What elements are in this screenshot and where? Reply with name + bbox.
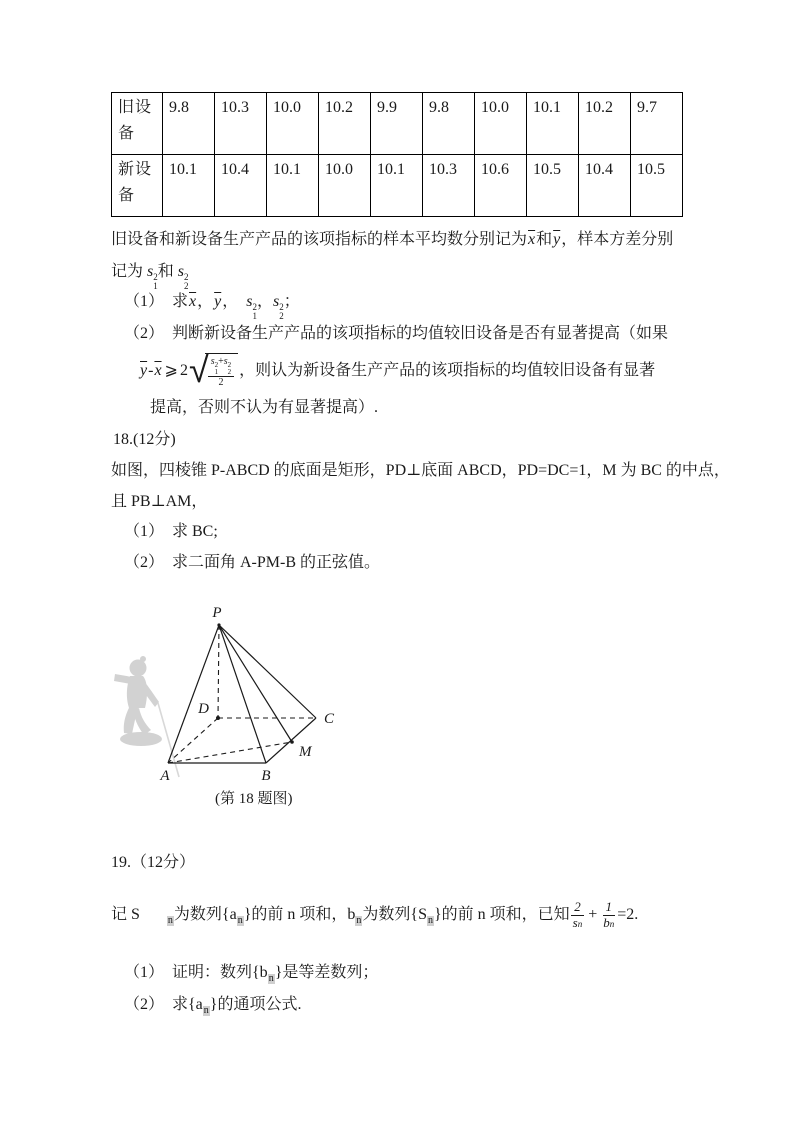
mean-symbol-ybar: $\overline{y}$ xyxy=(214,293,222,310)
variance-symbol-s1: s 2 1 xyxy=(246,293,257,321)
pyramid-figure xyxy=(105,598,345,783)
edge-PD-hidden xyxy=(218,625,219,718)
q19-statement: 记 S n为数列{an}的前 n 项和，bn为数列{Sn}的前 n 项和，已知 $\frac{2}{sn}$ + $\frac{1}{bn}$ =2. xyxy=(111,898,639,930)
data-cell: 10.1 xyxy=(163,155,215,217)
vertex-label-b: B xyxy=(261,768,271,783)
q18-statement-line-2: 且 PB⊥AM， xyxy=(111,493,208,510)
data-cell: 10.1 xyxy=(267,155,319,217)
fraction-2-over-sn: $\frac{2}{sn}$ xyxy=(572,898,583,930)
q18-item-1: （1） 求 BC; xyxy=(124,523,218,540)
greater-equal-sign: ⩾ xyxy=(164,362,178,379)
vertex-dot-m xyxy=(290,740,294,744)
edge-DA-hidden xyxy=(168,718,218,763)
table-row-old-equipment xyxy=(112,93,683,155)
data-cell: 10.3 xyxy=(423,155,475,217)
variance-symbol-s1: s 2 1 xyxy=(147,263,158,291)
data-cell: 10.0 xyxy=(319,155,371,217)
q17-item-2-line-1: （2） 判断新设备生产产品的该项指标的均值较旧设备是否有显著提高（如果 xyxy=(124,325,669,342)
vertex-dot-p xyxy=(217,623,220,626)
field-subscript-n: n xyxy=(268,973,274,984)
field-subscript-n: n xyxy=(167,915,173,926)
figure-caption: (第 18 题图) xyxy=(215,791,293,807)
vertex-label-p: P xyxy=(212,605,222,621)
field-subscript-n: n xyxy=(427,915,433,926)
vertex-label-m: M xyxy=(299,744,312,760)
edge-PA xyxy=(168,625,219,763)
stats-intro-line-2: 记为 s 2 1 和 s 2 2 xyxy=(111,263,189,291)
segment-AM-hidden xyxy=(168,742,292,763)
data-cell: 10.3 xyxy=(215,93,267,155)
table-row-new-equipment xyxy=(112,155,683,217)
data-cell: 10.6 xyxy=(475,155,527,217)
data-cell: 9.7 xyxy=(631,93,683,155)
q17-item-2-line-3: 提高，否则不认为有显著提高）. xyxy=(150,399,379,416)
vertex-dot-d xyxy=(216,716,220,720)
edge-PC xyxy=(219,625,316,718)
data-cell: 10.5 xyxy=(527,155,579,217)
q17-formula-line: $\overline{y}$ - $\overline{x}$ ⩾ 2 √ s 2 1 +s 2 2 2 ，则认为新设备生产产品的该项指标的均值较旧设备有显著 xyxy=(140,350,656,391)
data-cell: 10.2 xyxy=(319,93,371,155)
sqrt-radical xyxy=(188,350,238,391)
data-cell: 10.0 xyxy=(475,93,527,155)
q19-title: 19.（12分） xyxy=(111,854,196,871)
q18-title: 18.(12分) xyxy=(113,431,176,448)
data-cell: 10.0 xyxy=(267,93,319,155)
q18-statement-line-1: 如图，四棱锥 P-ABCD 的底面是矩形，PD⊥底面 ABCD，PD=DC=1，M 为 BC 的中点， xyxy=(111,462,730,479)
data-cell: 10.5 xyxy=(631,155,683,217)
vertex-label-d: D xyxy=(198,701,209,717)
mean-symbol-ybar: $\overline{y}$ xyxy=(553,231,561,248)
radicand-fraction: s 2 1 +s 2 2 2 xyxy=(208,356,234,389)
row-header-cell: 旧设备 xyxy=(112,93,163,155)
mean-symbol-ybar: $\overline{y}$ xyxy=(140,362,148,379)
field-subscript-n: n xyxy=(237,915,243,926)
vertex-label-a: A xyxy=(160,768,170,783)
q19-item-2: （2） 求{an}的通项公式. xyxy=(124,996,302,1016)
equipment-data-table xyxy=(111,92,683,217)
radical-sign: √ xyxy=(188,350,209,391)
field-subscript-n: n xyxy=(356,915,362,926)
fraction-1-over-bn: $\frac{1}{bn}$ xyxy=(603,898,615,930)
data-cell: 9.9 xyxy=(371,93,423,155)
data-cell: 10.2 xyxy=(579,93,631,155)
q17-item-1: （1） 求$\overline{x}$，$\overline{y}$， s 2 1 ，s 2 2 ； xyxy=(124,293,300,321)
data-cell: 10.1 xyxy=(527,93,579,155)
mean-symbol-xbar: $\overline{x}$ xyxy=(154,362,162,379)
variance-symbol-s2: s 2 2 xyxy=(273,293,284,321)
data-cell: 10.4 xyxy=(579,155,631,217)
q19-item-1: （1） 证明：数列{bn}是等差数列； xyxy=(124,964,379,984)
data-cell: 10.1 xyxy=(371,155,423,217)
edge-PM xyxy=(219,625,292,742)
field-subscript-n: n xyxy=(203,1005,209,1016)
edge-PB xyxy=(219,625,266,763)
vertex-label-c: C xyxy=(324,711,335,727)
data-cell: 9.8 xyxy=(163,93,215,155)
row-header-cell: 新设备 xyxy=(112,155,163,217)
variance-symbol-s2: s 2 2 xyxy=(177,263,189,291)
mean-symbol-xbar: $\overline{x}$ xyxy=(528,231,536,248)
data-cell: 9.8 xyxy=(423,93,475,155)
mean-symbol-xbar: $\overline{x}$ xyxy=(189,293,197,310)
stats-intro-line-1: 旧设备和新设备生产产品的该项指标的样本平均数分别记为$\overline{x}$和$\overline{y}$，样本方差分别 xyxy=(111,231,674,248)
data-cell: 10.4 xyxy=(215,155,267,217)
q18-item-2: （2） 求二面角 A-PM-B 的正弦值。 xyxy=(124,554,381,571)
